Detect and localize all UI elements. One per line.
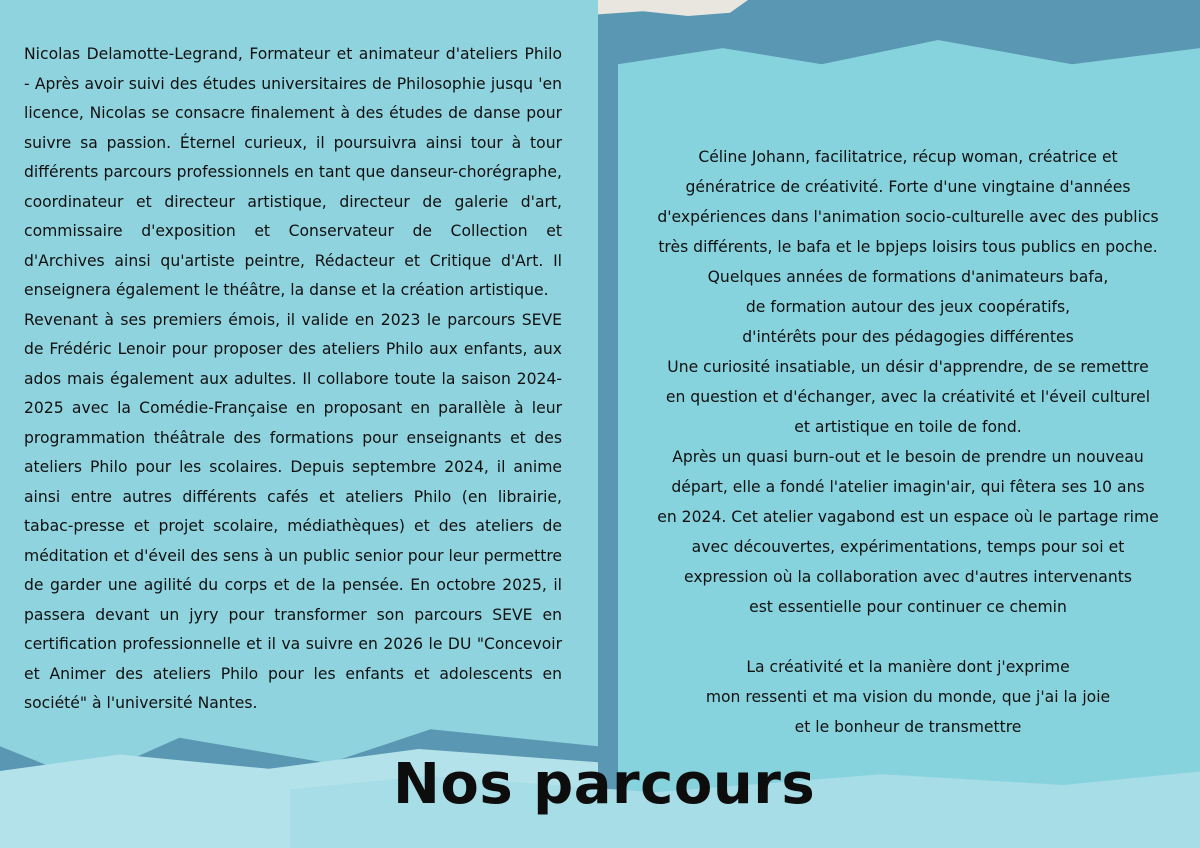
right-line: avec découvertes, expérimentations, temps pour soi et: [691, 538, 1125, 556]
right-line: en 2024. Cet atelier vagabond est un espace où le partage rime: [657, 508, 1159, 526]
spacer: [620, 622, 1196, 652]
right-line: de formation autour des jeux coopératifs,: [745, 298, 1071, 316]
right-line: départ, elle a fondé l'atelier imagin'air, qui fêtera ses 10 ans: [671, 478, 1145, 496]
left-biography: [24, 40, 562, 719]
right-line: en question et d'échanger, avec la créativité et l'éveil culturel: [665, 388, 1151, 406]
right-line: Après un quasi burn-out et le besoin de prendre un nouveau: [672, 448, 1144, 466]
right-line: Céline Johann, facilitatrice, récup woman, créatrice et: [698, 148, 1118, 166]
right-line: d'intérêts pour des pédagogies différentes: [742, 328, 1074, 346]
right-line: Une curiosité insatiable, un désir d'apprendre, de se remettre: [667, 358, 1149, 376]
left-paragraph-2: Revenant à ses premiers émois, il valide en 2023 le parcours SEVE de Frédéric Lenoir pour proposer des ateliers Philo aux enfants, aux ados mais également aux adultes. Il collabore toute la saison 2024-2025 avec la Comédie-Française en proposant en parallèle à leur programmation théâtrale des formations pour enseignants et des ateliers Philo pour les scolaires. Depuis septembre 2024, il anime ainsi entre autres différents cafés et ateliers Philo (en librairie, tabac-presse et projet scolaire, médiathèques) et des ateliers de méditation et d'éveil des sens à un public senior pour leur permettre de garder une agilité du corps et de la pensée. En octobre 2025, il passera devant un jyry pour transformer son parcours SEVE en certification professionnelle et il va suivre en 2026 le DU "Concevoir et Animer des ateliers Philo pour les enfants et adolescents en société" à l'université Nantes.: [24, 310, 562, 712]
left-paragraph-1: Nicolas Delamotte-Legrand, Formateur et animateur d'ateliers Philo - Après avoir suivi des études universitaires de Philosophie jusqu 'en licence, Nicolas se consacre finalement à des études de danse pour suivre sa passion. Éternel curieux, il poursuivra ainsi tour à tour différents parcours professionnels en tant que danseur-chorégraphe, coordinateur et directeur artistique, directeur de galerie d'art, commissaire d'exposition et Conservateur de Collection et d'Archives ainsi qu'artiste peintre, Rédacteur et Critique d'Art. Il enseignera également le théâtre, la danse et la création artistique.: [24, 45, 562, 299]
right-line: est essentielle pour continuer ce chemin: [749, 598, 1067, 616]
right-biography: [620, 142, 1196, 742]
right-line: Quelques années de formations d'animateurs bafa,: [707, 268, 1109, 286]
quote-line: et le bonheur de transmettre: [794, 718, 1022, 736]
right-line: et artistique en toile de fond.: [794, 418, 1022, 436]
right-line: expression où la collaboration avec d'autres intervenants: [684, 568, 1132, 586]
page-title: Nos parcours: [393, 752, 816, 817]
right-line: génératrice de créativité. Forte d'une vingtaine d'années: [685, 178, 1131, 196]
quote-line: mon ressenti et ma vision du monde, que j'ai la joie: [705, 688, 1111, 706]
right-line: d'expériences dans l'animation socio-culturelle avec des publics: [657, 208, 1159, 226]
right-line: très différents, le bafa et le bpjeps loisirs tous publics en poche.: [658, 238, 1158, 256]
quote-line: La créativité et la manière dont j'exprime: [746, 658, 1070, 676]
